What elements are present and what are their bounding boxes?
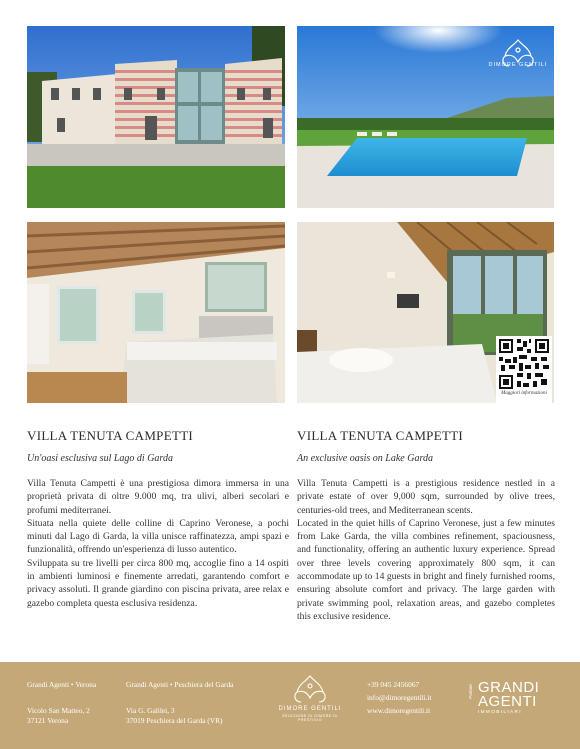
grandi-agenti-line1: GRANDI xyxy=(478,679,540,696)
italian-paragraph: Situata nella quiete delle colline di Caprino Veronese, a pochi minuti dal Lago di Garda, la villa unisce raffinatezza, ampi spazi e funzionalità, offrendo un'esperienza di lusso autentico. xyxy=(27,517,289,556)
italian-column xyxy=(27,428,289,610)
footer-website[interactable]: www.dimoregentili.it xyxy=(367,706,431,715)
italian-title: VILLA TENUTA CAMPETTI xyxy=(27,428,194,443)
english-paragraph: Villa Tenuta Campetti is a prestigious residence nestled in a private estate of over 9,000 sqm, surrounded by olive trees, centuries-old trees, and Mediterranean scents. xyxy=(297,478,555,516)
footer xyxy=(0,662,580,749)
bedroom-photo xyxy=(27,222,285,403)
office-verona-address xyxy=(27,706,90,726)
italian-paragraph: Villa Tenuta Campetti è una prestigiosa dimora immersa in una proprietà privata di oltre 9.000 mq, tra ulivi, alberi secolari e profumi mediterranei. xyxy=(27,478,289,516)
office-verona-name: Grandi Agenti • Verona xyxy=(27,680,97,689)
footer-phone[interactable]: +39 045 2456067 xyxy=(367,680,420,689)
english-body xyxy=(297,477,555,623)
qr-caption: Maggiori informazioni xyxy=(501,391,547,396)
top-logo-text: DIMORE GENTILI xyxy=(488,62,548,68)
italian-body xyxy=(27,477,289,610)
qr-code-icon xyxy=(499,339,549,389)
dimore-gentili-logo-icon xyxy=(495,36,541,86)
office-peschiera-city: 37019 Peschiera del Garda (VR) xyxy=(126,716,223,725)
office-verona-city: 37121 Verona xyxy=(27,716,69,725)
partner-label: Partner xyxy=(468,684,473,699)
english-column xyxy=(297,428,555,623)
villa-exterior-photo xyxy=(27,26,285,208)
footer-email[interactable]: info@dimoregentili.it xyxy=(367,693,432,702)
italian-paragraph: Sviluppata su tre livelli per circa 800 mq, accoglie fino a 14 ospiti in ambienti luminosi e finemente arredati, garantendo comfort e privacy assoluti. Il grande giardino con piscina privata, aree relax e gazebo completa questa esclusiva residenza. xyxy=(27,557,289,609)
english-paragraph: Located in the quiet hills of Caprino Veronese, just a few minutes from Lake Garda, the villa combines refinement, spaciousness, and functionality, offering an authentic luxury experience. Spread over three levels covering approximately 800 sqm, it can accommodate up to 14 guests in bright and finely furnished rooms, ensuring absolute comfort and privacy. The large garden with private swimming pool, relaxation areas, and gazebo completes this exclusive residence. xyxy=(297,517,555,622)
office-peschiera-name: Grandi Agenti • Peschiera del Garda xyxy=(126,680,234,689)
footer-logo-text: DIMORE GENTILI xyxy=(278,706,342,712)
english-subtitle: An exclusive oasis on Lake Garda xyxy=(297,453,433,464)
office-peschiera-address xyxy=(126,706,222,726)
footer-logo-icon xyxy=(280,672,340,732)
qr-code[interactable] xyxy=(496,336,552,404)
grandi-agenti-logo xyxy=(468,680,560,724)
footer-logo-subtext: SELEZIONE DI DIMORE DI PRESTIGIO xyxy=(282,714,338,722)
grandi-agenti-line3: IMMOBILIARI xyxy=(478,710,522,715)
english-title: VILLA TENUTA CAMPETTI xyxy=(297,428,464,443)
italian-subtitle: Un'oasi esclusiva sul Lago di Garda xyxy=(27,453,173,464)
grandi-agenti-line2: AGENTI xyxy=(478,693,537,710)
office-verona-street: Vicolo San Matteo, 2 xyxy=(27,706,90,715)
office-peschiera-street: Via G. Galilei, 3 xyxy=(126,706,175,715)
